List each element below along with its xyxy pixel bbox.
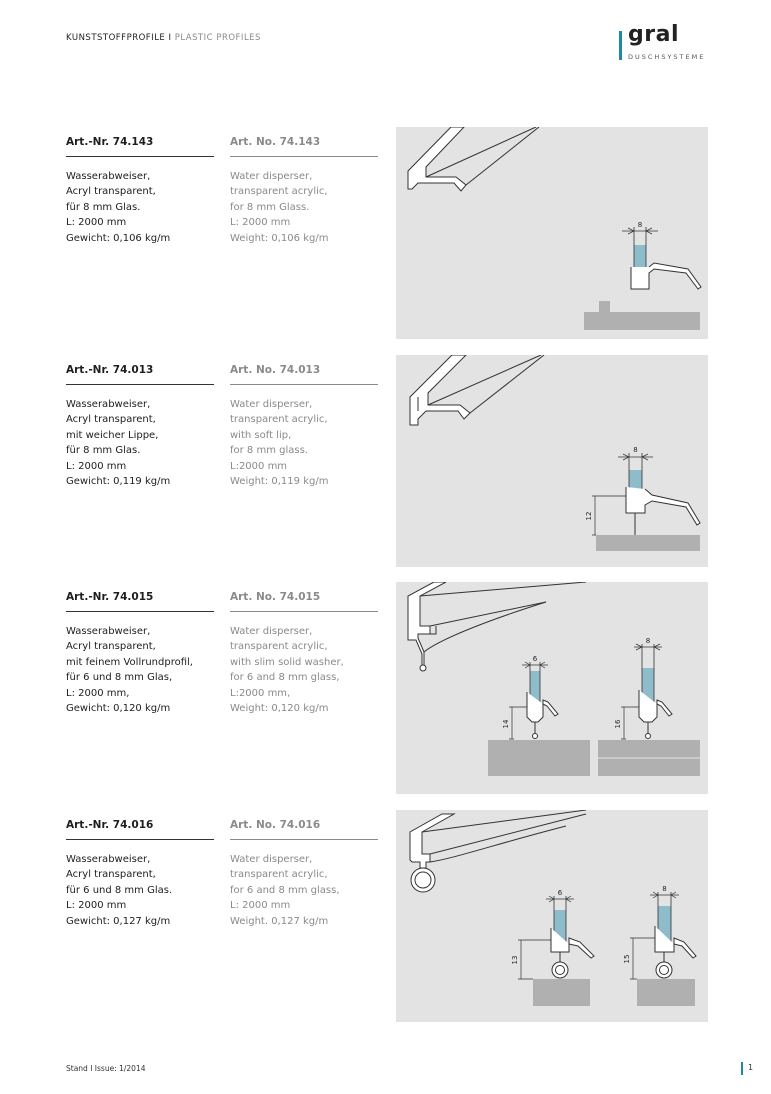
desc-line: L:2000 mm, (230, 687, 291, 699)
desc-line: Gewicht: 0,106 kg/m (66, 232, 171, 244)
dimension-label: 14 (502, 719, 510, 729)
desc-line: for 8 mm Glass. (230, 201, 310, 213)
desc-line: transparent acrylic, (230, 186, 328, 198)
article-number-en: Art. No. 74.016 (230, 819, 378, 840)
desc-line: Gewicht: 0,127 kg/m (66, 915, 171, 927)
dimension-label: 8 (637, 221, 643, 229)
article-number-en: Art. No. 74.015 (230, 591, 378, 612)
logo-wordmark: gral (628, 22, 679, 47)
page-number-bar (741, 1062, 743, 1075)
desc-line: für 6 und 8 mm Glas, (66, 672, 173, 684)
desc-line: Water disperser, (230, 399, 313, 410)
desc-line: L: 2000 mm (230, 900, 291, 912)
desc-line: Gewicht: 0,119 kg/m (66, 476, 171, 488)
desc-line: L: 2000 mm, (66, 687, 130, 699)
article-number-de: Art.-Nr. 74.015 (66, 591, 214, 612)
desc-line: Acryl transparent, (66, 414, 156, 426)
description-en (230, 169, 378, 246)
article-number-de: Art.-Nr. 74.016 (66, 819, 214, 840)
dimension-label: 12 (585, 511, 593, 521)
desc-line: Wasserabweiser, (66, 171, 151, 182)
logo-tagline: DUSCHSYSTEME (628, 53, 706, 61)
desc-line: Water disperser, (230, 626, 313, 637)
english-column (230, 819, 378, 929)
desc-line: Water disperser, (230, 171, 313, 182)
issue-footer: Stand I Issue: 1/2014 (66, 1064, 146, 1073)
desc-line: transparent acrylic, (230, 414, 328, 426)
dimension-label: 13 (511, 955, 519, 965)
article-number-de: Art.-Nr. 74.013 (66, 364, 214, 385)
profile-drawing (396, 810, 708, 1022)
profile-drawing (396, 355, 708, 567)
desc-line: Acryl transparent, (66, 869, 156, 881)
desc-line: Water disperser, (230, 854, 313, 865)
german-column (66, 591, 214, 716)
desc-line: transparent acrylic, (230, 641, 328, 653)
dimension-label: 6 (532, 655, 538, 663)
product-entry-74143 (0, 136, 771, 351)
desc-line: transparent acrylic, (230, 869, 328, 881)
english-column (230, 136, 378, 246)
dimension-label: 6 (557, 889, 563, 897)
dimension-label: 8 (633, 446, 638, 454)
desc-line: Gewicht: 0,120 kg/m (66, 703, 171, 715)
desc-line: Weight. 0,127 kg/m (230, 915, 329, 927)
desc-line: Wasserabweiser, (66, 854, 151, 865)
desc-line: L:2000 mm (230, 460, 288, 472)
description-de (66, 169, 214, 246)
description-en (230, 624, 378, 716)
german-column (66, 819, 214, 929)
category-en: PLASTIC PROFILES (174, 33, 261, 43)
dimension-label: 16 (614, 719, 622, 729)
description-de (66, 397, 214, 489)
german-column (66, 136, 214, 246)
desc-line: mit weicher Lippe, (66, 429, 159, 441)
desc-line: for 6 and 8 mm glass, (230, 672, 340, 684)
product-entry-74013 (0, 364, 771, 579)
dimension-label: 8 (662, 885, 667, 893)
desc-line: mit feinem Vollrundprofil, (66, 656, 193, 668)
desc-line: für 8 mm Glas. (66, 201, 141, 213)
brand-logo (619, 22, 719, 66)
desc-line: L: 2000 mm (66, 900, 127, 912)
desc-line: Weight: 0,106 kg/m (230, 232, 329, 244)
description-en (230, 397, 378, 489)
profile-illustration (396, 582, 708, 794)
category-de: KUNSTSTOFFPROFILE I (66, 33, 172, 43)
desc-line: Weight: 0,119 kg/m (230, 476, 329, 488)
english-column (230, 364, 378, 489)
page-number: 1 (748, 1063, 754, 1072)
desc-line: Weight: 0,120 kg/m (230, 703, 329, 715)
desc-line: Wasserabweiser, (66, 626, 151, 637)
profile-illustration (396, 355, 708, 567)
desc-line: Wasserabweiser, (66, 399, 151, 410)
desc-line: for 8 mm glass. (230, 445, 308, 457)
logo-bar (619, 31, 622, 60)
article-number-de: Art.-Nr. 74.143 (66, 136, 214, 157)
description-de (66, 852, 214, 929)
article-number-en: Art. No. 74.143 (230, 136, 378, 157)
page-header (66, 33, 261, 43)
desc-line: L: 2000 mm (66, 460, 127, 472)
description-de (66, 624, 214, 716)
english-column (230, 591, 378, 716)
desc-line: für 8 mm Glas. (66, 445, 141, 457)
profile-illustration (396, 810, 708, 1022)
product-entry-74015 (0, 591, 771, 806)
desc-line: Acryl transparent, (66, 186, 156, 198)
profile-illustration (396, 127, 708, 339)
profile-drawing (396, 582, 708, 794)
desc-line: with slim solid washer, (230, 656, 344, 668)
desc-line: for 6 and 8 mm glass, (230, 884, 340, 896)
desc-line: L: 2000 mm (230, 217, 291, 229)
german-column (66, 364, 214, 489)
dimension-label: 15 (623, 954, 631, 964)
desc-line: Acryl transparent, (66, 641, 156, 653)
desc-line: L: 2000 mm (66, 217, 127, 229)
desc-line: with soft lip, (230, 429, 292, 441)
product-entry-74016 (0, 819, 771, 1034)
dimension-label: 8 (645, 637, 651, 645)
article-number-en: Art. No. 74.013 (230, 364, 378, 385)
desc-line: für 6 und 8 mm Glas. (66, 884, 173, 896)
description-en (230, 852, 378, 929)
profile-drawing (396, 127, 708, 339)
